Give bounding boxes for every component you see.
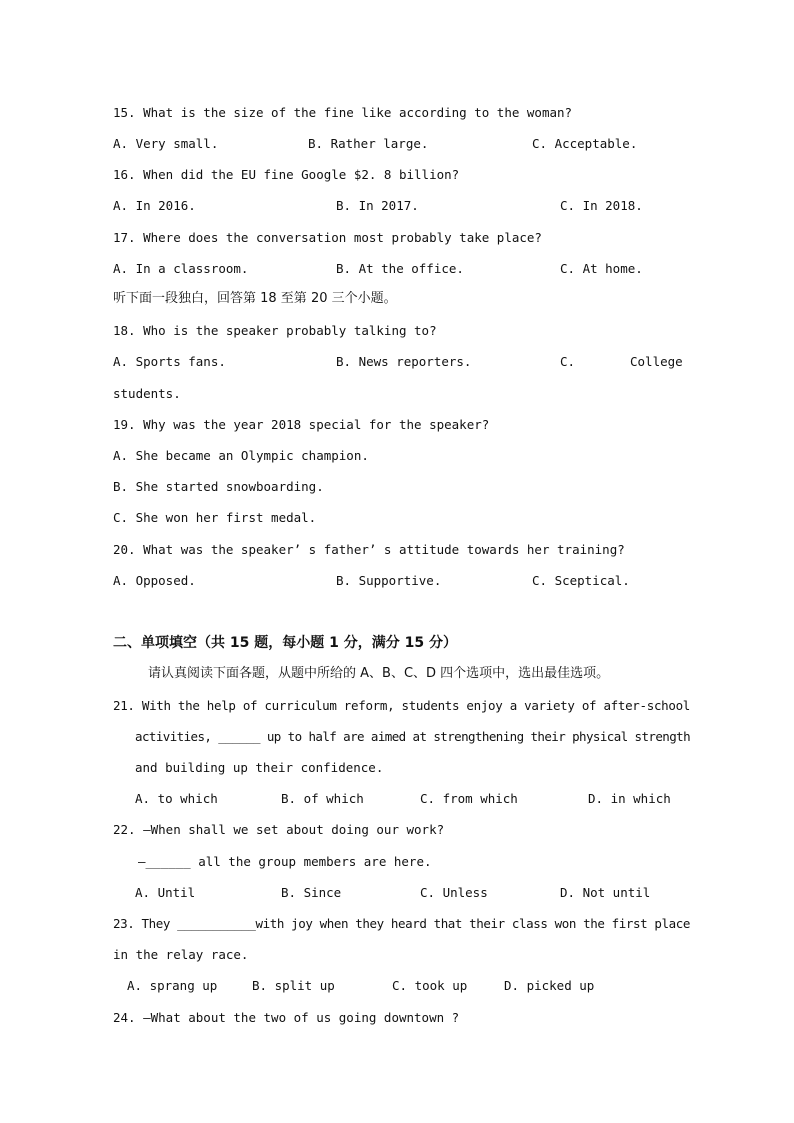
question-15-option-a: A. Very small. bbox=[113, 136, 219, 151]
question-21-line-3: and building up their confidence. bbox=[135, 760, 384, 775]
question-18-option-b: B. News reporters. bbox=[336, 354, 472, 369]
question-22-option-d: D. Not until bbox=[560, 885, 651, 900]
question-17-option-c: C. At home. bbox=[560, 261, 643, 276]
question-21-option-b: B. of which bbox=[281, 791, 364, 806]
question-22-line-2: —______ all the group members are here. bbox=[138, 854, 432, 869]
question-19-stem: 19. Why was the year 2018 special for the speaker? bbox=[113, 417, 490, 432]
question-23-option-a: A. sprang up bbox=[127, 978, 218, 993]
question-19-option-b: B. She started snowboarding. bbox=[113, 479, 324, 494]
section-2-title: 二、单项填空（共 15 题，每小题 1 分，满分 15 分） bbox=[113, 635, 457, 651]
question-16-stem: 16. When did the EU fine Google $2. 8 billion? bbox=[113, 167, 460, 182]
question-23-option-b: B. split up bbox=[252, 978, 335, 993]
question-15-option-c: C. Acceptable. bbox=[532, 136, 638, 151]
question-22-option-a: A. Until bbox=[135, 885, 196, 900]
question-23-line-1: 23. They ___________with joy when they heard that their class won the first place bbox=[113, 916, 691, 931]
question-15-option-b: B. Rather large. bbox=[308, 136, 429, 151]
question-21-line-2: activities, ______ up to half are aimed at strengthening their physical strength bbox=[135, 729, 691, 744]
question-23-option-d: D. picked up bbox=[504, 978, 595, 993]
question-20-option-a: A. Opposed. bbox=[113, 573, 196, 588]
question-16-option-a: A. In 2016. bbox=[113, 198, 196, 213]
question-23-line-2: in the relay race. bbox=[113, 947, 249, 962]
question-24-line-1: 24. —What about the two of us going downtown ? bbox=[113, 1010, 460, 1025]
section-2-instruction: 请认真阅读下面各题，从题中所给的 A、B、C、D 四个选项中，选出最佳选项。 bbox=[148, 666, 610, 681]
question-17-option-a: A. In a classroom. bbox=[113, 261, 249, 276]
question-16-option-c: C. In 2018. bbox=[560, 198, 643, 213]
question-21-option-c: C. from which bbox=[420, 791, 518, 806]
question-22-option-c: C. Unless bbox=[420, 885, 488, 900]
question-18-option-c-label: C. bbox=[560, 354, 576, 369]
question-19-option-a: A. She became an Olympic champion. bbox=[113, 448, 369, 463]
question-16-option-b: B. In 2017. bbox=[336, 198, 419, 213]
question-18-option-a: A. Sports fans. bbox=[113, 354, 226, 369]
question-17-stem: 17. Where does the conversation most probably take place? bbox=[113, 230, 542, 245]
question-23-option-c: C. took up bbox=[392, 978, 468, 993]
question-17-option-b: B. At the office. bbox=[336, 261, 464, 276]
question-18-option-c-continued: students. bbox=[113, 386, 181, 401]
question-20-stem: 20. What was the speaker’ s father’ s attitude towards her training? bbox=[113, 542, 625, 557]
question-18-option-c-text: College bbox=[630, 354, 683, 369]
question-20-option-c: C. Sceptical. bbox=[532, 573, 630, 588]
question-21-option-d: D. in which bbox=[588, 791, 671, 806]
question-21-line-1: 21. With the help of curriculum reform, students enjoy a variety of after-school bbox=[113, 698, 691, 713]
question-19-option-c: C. She won her first medal. bbox=[113, 510, 317, 525]
question-15-stem: 15. What is the size of the fine like according to the woman? bbox=[113, 105, 573, 120]
question-22-line-1: 22. —When shall we set about doing our work? bbox=[113, 822, 445, 837]
question-20-option-b: B. Supportive. bbox=[336, 573, 442, 588]
question-21-option-a: A. to which bbox=[135, 791, 218, 806]
listening-instruction: 听下面一段独白，回答第 18 至第 20 三个小题。 bbox=[113, 291, 397, 306]
question-18-stem: 18. Who is the speaker probably talking to? bbox=[113, 323, 437, 338]
question-22-option-b: B. Since bbox=[281, 885, 342, 900]
